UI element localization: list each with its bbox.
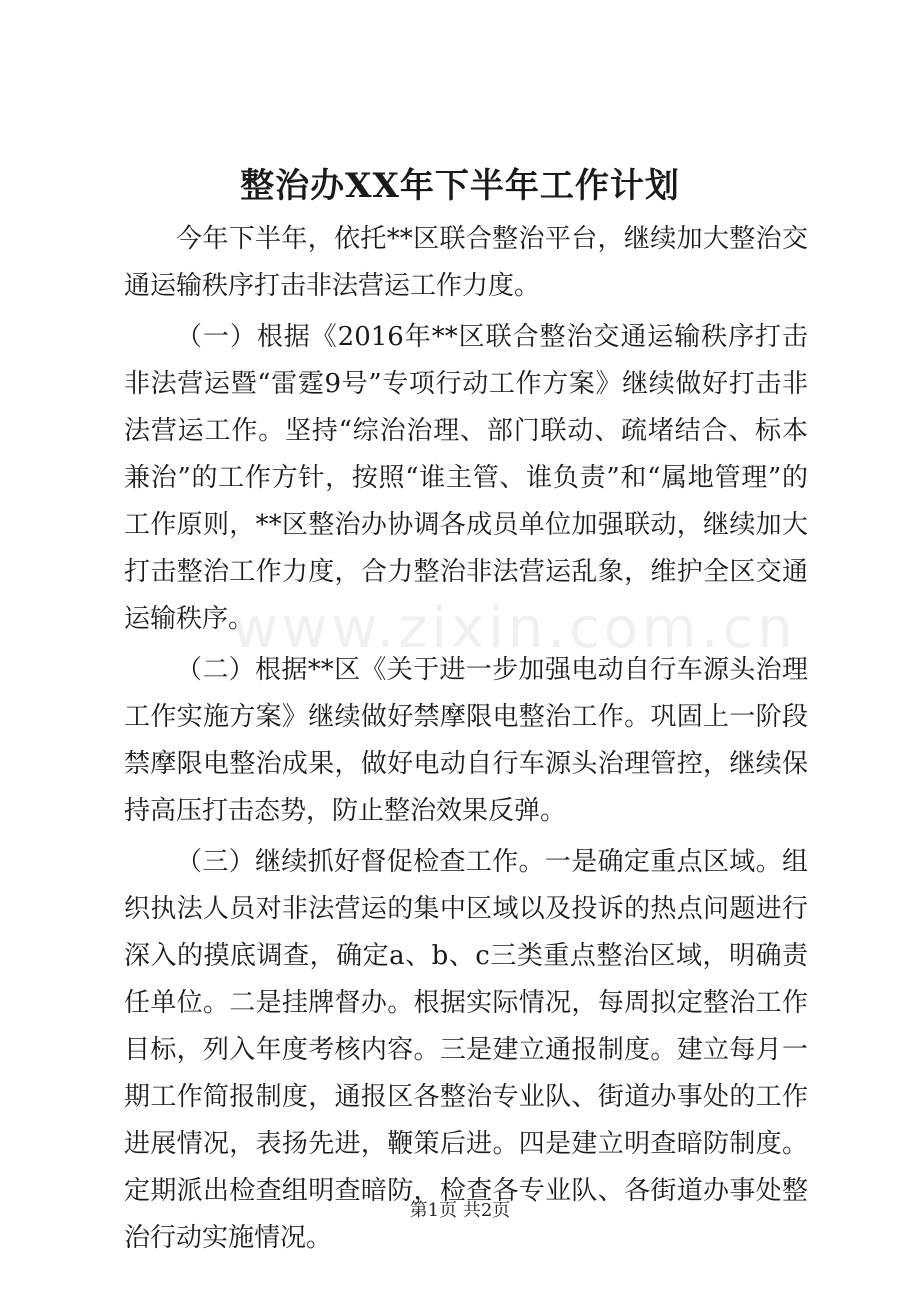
document-body [124, 216, 808, 1266]
paragraph-section-1: （一）根据《2016年**区联合整治交通运输秩序打击非法营运暨“雷霆9号”专项行动工作方案》继续做好打击非法营运工作。坚持“综治治理、部门联动、疏堵结合、标本兼治”的工作方针，按照“谁主管、谁负责”和“属地管理”的工作原则，**区整治办协调各成员单位加强联动，继续加大打击整治工作力度，合力整治非法营运乱象，维护全区交通运输秩序。 [124, 322, 808, 634]
paragraph-section-2: （二）根据**区《关于进一步加强电动自行车源头治理工作实施方案》继续做好禁摩限电整治工作。巩固上一阶段禁摩限电整治成果，做好电动自行车源头治理管控，继续保持高压打击态势，防止整治效果反弹。 [124, 655, 808, 826]
page-footer: 第1页 共2页 [409, 1200, 511, 1221]
watermark: www.zixin.com.cn [232, 596, 797, 661]
document-title: 整治办XX年下半年工作计划 [240, 166, 680, 206]
paragraph-section-3: （三）继续抓好督促检查工作。一是确定重点区域。组织执法人员对非法营运的集中区域以及投诉的热点问题进行深入的摸底调查，确定a、b、c三类重点整治区域，明确责任单位。二是挂牌督办。根据实际情况，每周拟定整治工作目标，列入年度考核内容。三是建立通报制度。建立每月一期工作简报制度，通报区各整治专业队、街道办事处的工作进展情况，表扬先进，鞭策后进。四是建立明查暗防制度。定期派出检查组明查暗防，检查各专业队、各街道办事处整治行动实施情况。 [124, 847, 808, 1253]
paragraph-intro: 今年下半年，依托**区联合整治平台，继续加大整治交通运输秩序打击非法营运工作力度。 [124, 224, 808, 301]
